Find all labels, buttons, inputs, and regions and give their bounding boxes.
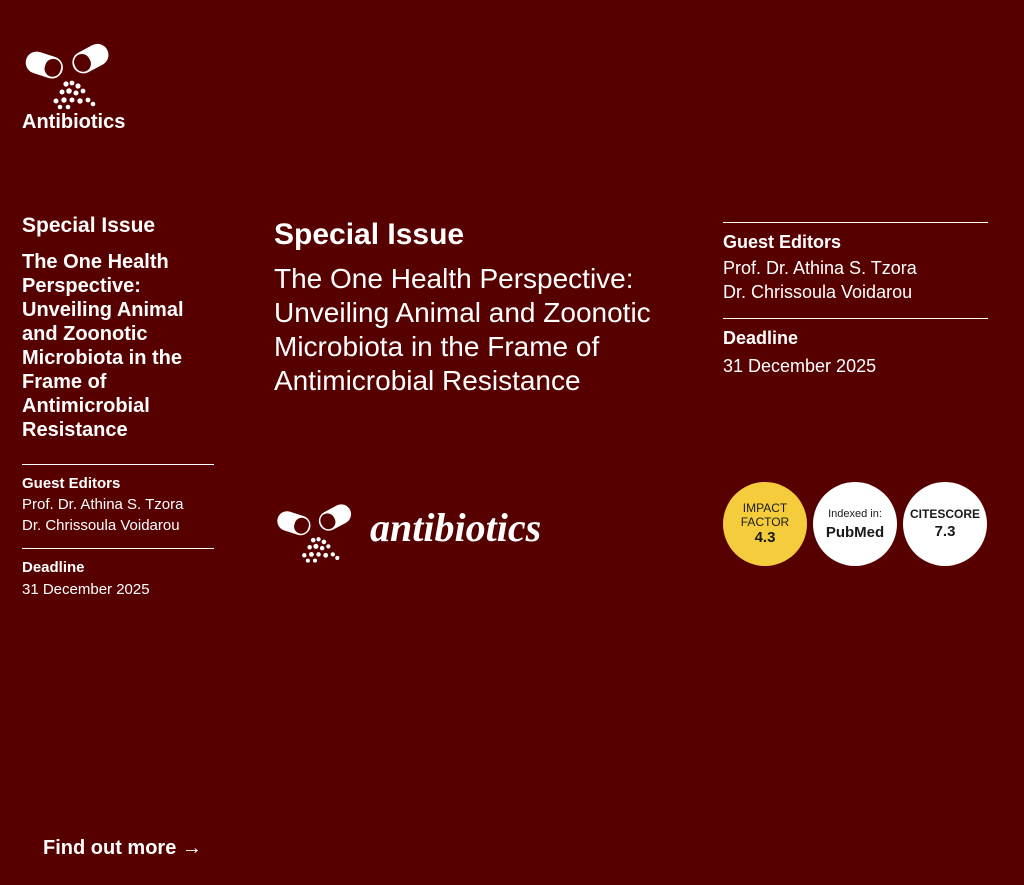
citescore-label: CITESCORE: [909, 507, 980, 521]
find-out-more-link[interactable]: Find out more →: [43, 837, 202, 859]
left-column: [22, 214, 214, 600]
journal-logo: [22, 40, 132, 117]
impact-factor-value: 4.3: [754, 529, 776, 546]
deadline-label: Deadline: [22, 559, 85, 576]
divider: [723, 318, 988, 319]
impact-label-line2: FACTOR: [740, 515, 790, 529]
impact-label-line1: IMPACT: [742, 501, 788, 515]
special-issue-main-title: The One Health Perspective: Unveiling Animal and Zoonotic Microbiota in the Frame of Antimicrobial Resistance: [274, 263, 651, 396]
guest-editor-name: Dr. Chrissoula Voidarou: [22, 517, 180, 534]
deadline-date: 31 December 2025: [723, 356, 877, 376]
metrics-badges: [723, 482, 987, 566]
citescore-value: 7.3: [934, 523, 956, 540]
divider: [22, 464, 214, 465]
citescore-badge: [903, 482, 987, 566]
deadline-label: Deadline: [723, 328, 799, 348]
divider: [723, 222, 988, 223]
journal-wordmark-text: antibiotics: [370, 504, 542, 550]
impact-factor-badge: [723, 482, 807, 566]
deadline-date: 31 December 2025: [22, 581, 150, 598]
guest-editors-label: Guest Editors: [22, 475, 121, 492]
main-column: [274, 218, 694, 398]
guest-editor-name: Dr. Chrissoula Voidarou: [723, 282, 913, 302]
pill-capsule-icon: [22, 40, 114, 112]
indexed-label: Indexed in:: [828, 508, 882, 520]
indexed-value: PubMed: [825, 524, 885, 541]
pubmed-badge: [813, 482, 897, 566]
journal-name: Antibiotics: [22, 111, 126, 133]
guest-editors-label: Guest Editors: [723, 232, 842, 252]
journal-wordmark: [274, 498, 541, 568]
special-issue-heading: Special Issue: [274, 218, 465, 251]
right-column: [723, 222, 988, 378]
guest-editor-name: Prof. Dr. Athina S. Tzora: [723, 258, 917, 278]
divider: [22, 548, 214, 549]
special-issue-kicker: Special Issue: [22, 214, 156, 237]
special-issue-title: The One Health Perspective: Unveiling Animal and Zoonotic Microbiota in the Frame of Antimicrobial Resistance: [22, 251, 184, 441]
guest-editor-name: Prof. Dr. Athina S. Tzora: [22, 496, 184, 513]
pill-capsule-icon: [274, 500, 356, 566]
